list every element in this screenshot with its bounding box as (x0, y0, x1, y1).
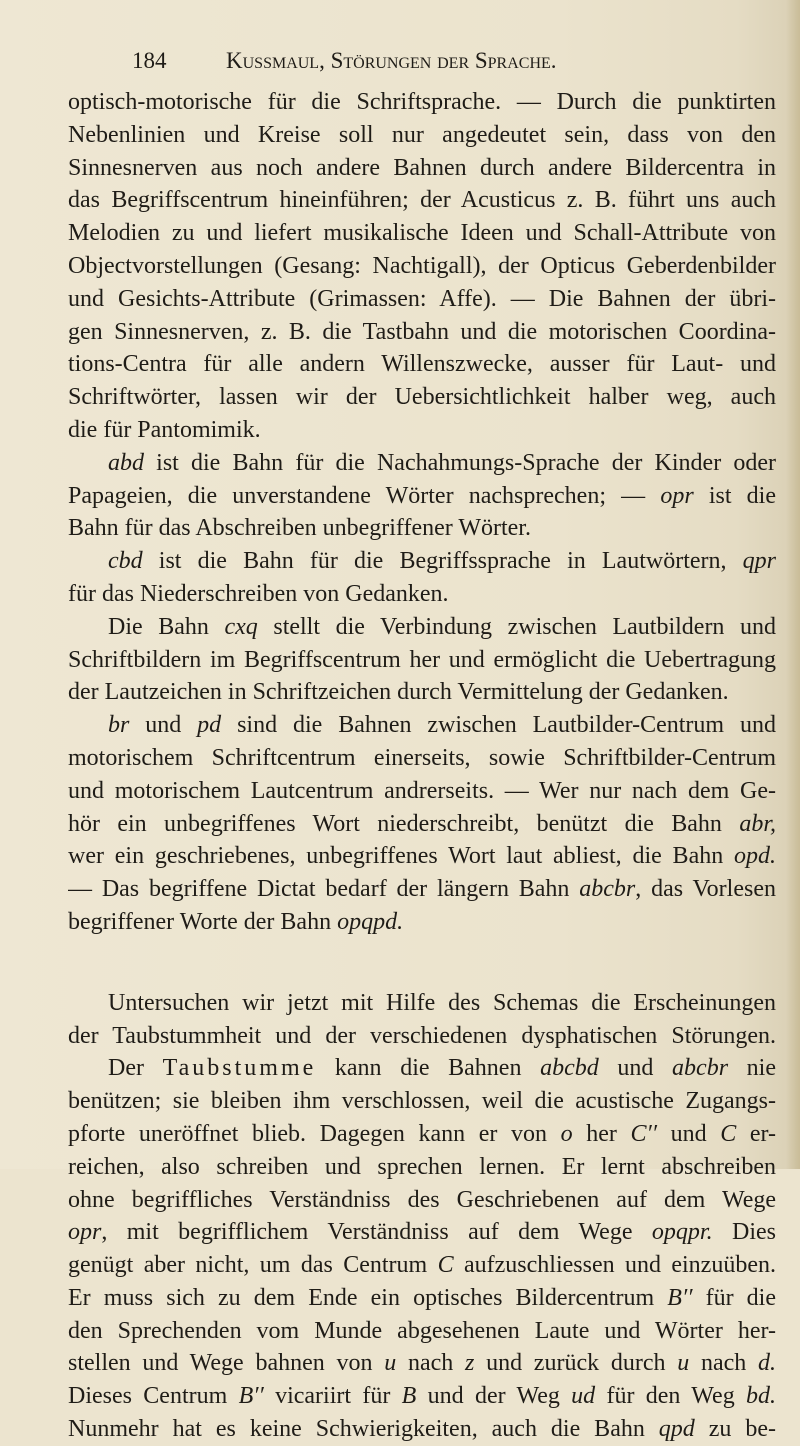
text-line: Der Taubstumme kann die Bahnen abcbd und abcbr nie (108, 1055, 776, 1082)
text-line: Bahn für das Abschreiben unbegriffener Wörter. (68, 515, 531, 542)
paragraph-gap (68, 939, 776, 987)
text-line: br und pd sind die Bahnen zwischen Lautbilder-Centrum und (108, 712, 776, 739)
text-line: hör ein unbegriffenes Wort niederschreibt, benützt die Bahn abr, (68, 810, 776, 837)
text-line: Schriftwörter, lassen wir der Uebersichtlichkeit halber weg, auch (68, 384, 776, 411)
text-line: cbd ist die Bahn für die Begriffssprache in Lautwörtern, qpr (108, 548, 776, 575)
text-line: gen Sinnesnerven, z. B. die Tastbahn und die motorischen Coordina- (68, 318, 776, 345)
page-number: 184 (132, 48, 167, 73)
text-line: genügt aber nicht, um das Centrum C aufzuschliessen und einzuüben. (68, 1252, 776, 1279)
text-line: motorischem Schriftcentrum einerseits, sowie Schriftbilder-Centrum (68, 744, 776, 771)
text-line: ohne begriffliches Verständniss des Geschriebenen auf dem Wege (68, 1186, 776, 1213)
text-line: tions-Centra für alle andern Willenszwecke, ausser für Laut- und (68, 351, 776, 378)
running-title: Kussmaul, Störungen der Sprache. (226, 48, 557, 73)
text-line: — Das begriffene Dictat bedarf der längern Bahn abcbr, das Vorlesen (68, 876, 776, 903)
text-line: pforte uneröffnet blieb. Dagegen kann er von o her C′′ und C er- (68, 1120, 776, 1147)
text-line: benützen; sie bleiben ihm verschlossen, weil die acustische Zugangs- (68, 1088, 776, 1115)
text-line: Nebenlinien und Kreise soll nur angedeutet sein, dass von den (68, 121, 776, 148)
text-line: abd ist die Bahn für die Nachahmungs-Sprache der Kinder oder (108, 449, 776, 476)
text-line: Papageien, die unverstandene Wörter nachsprechen; — opr ist die (68, 482, 776, 509)
text-line: der Taubstummheit und der verschiedenen dysphatischen Störungen. (68, 1022, 776, 1049)
text-line: den Sprechenden vom Munde abgesehenen Laute und Wörter her- (68, 1317, 776, 1344)
text-line: stellen und Wege bahnen von u nach z und zurück durch u nach d. (68, 1350, 776, 1377)
text-line: Schriftbildern im Begriffscentrum her und ermöglicht die Uebertragung (68, 646, 776, 673)
text-line: wer ein geschriebenes, unbegriffenes Wort laut abliest, die Bahn opd. (68, 843, 776, 870)
text-line: Sinnesnerven aus noch andere Bahnen durch andere Bildercentra in (68, 154, 776, 181)
text-line: der Lautzeichen in Schriftzeichen durch Vermittelung der Gedanken. (68, 679, 729, 706)
text-line: Er muss sich zu dem Ende ein optisches Bildercentrum B′′ für die (68, 1284, 776, 1311)
text-line: und Gesichts-Attribute (Grimassen: Affe). — Die Bahnen der übri- (68, 285, 776, 312)
text-line: Die Bahn cxq stellt die Verbindung zwischen Lautbildern und (108, 613, 776, 640)
text-line: Nunmehr hat es keine Schwierigkeiten, auch die Bahn qpd zu be- (68, 1416, 776, 1443)
running-header (132, 48, 672, 76)
text-line: opr, mit begrifflichem Verständniss auf dem Wege opqpr. Dies (68, 1219, 776, 1246)
text-line: optisch-motorische für die Schriftsprache. — Durch die punktirten (68, 89, 776, 115)
text-line: für das Niederschreiben von Gedanken. (68, 580, 449, 607)
text-line: und motorischem Lautcentrum andrerseits. — Wer nur nach dem Ge- (68, 777, 776, 804)
text-line: die für Pantomimik. (68, 416, 261, 443)
text-line: Dieses Centrum B′′ vicariirt für B und der Weg ud für den Weg bd. (68, 1383, 776, 1410)
text-line: reichen, also schreiben und sprechen lernen. Er lernt abschreiben (68, 1153, 776, 1180)
text-line: Untersuchen wir jetzt mit Hilfe des Schemas die Erscheinungen (108, 989, 776, 1016)
text-line: Melodien zu und liefert musikalische Ideen und Schall-Attribute von (68, 220, 776, 247)
body-text (68, 86, 776, 1446)
text-line: begriffener Worte der Bahn opqpd. (68, 908, 404, 935)
text-line: Objectvorstellungen (Gesang: Nachtigall), der Opticus Geberdenbilder (68, 252, 776, 279)
text-line: das Begriffscentrum hineinführen; der Acusticus z. B. führt uns auch (68, 187, 776, 214)
page-edge-shadow (786, 0, 800, 1169)
